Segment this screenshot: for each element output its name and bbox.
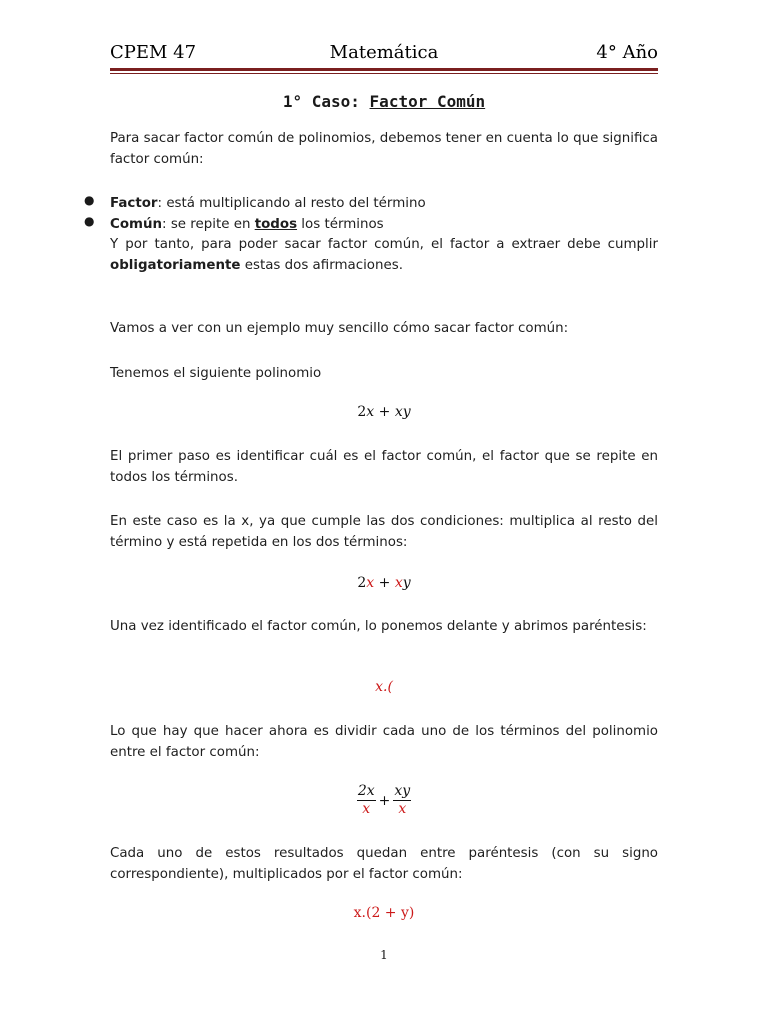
bullet-text: : está multiplicando al resto del término xyxy=(157,196,426,211)
fraction-numerator: 2x xyxy=(357,783,375,799)
step4-paragraph: Lo que hay que hacer ahora es dividir cada uno de los términos del polinomio entre el factor común: xyxy=(110,724,658,760)
bullet-term: Factor xyxy=(110,196,158,211)
eq-term: xy xyxy=(394,404,411,420)
equation-result xyxy=(0,905,768,921)
title-topic: Factor Común xyxy=(369,92,486,111)
equation-factor-open xyxy=(0,679,768,695)
page-number: 1 xyxy=(380,948,388,962)
bullet-text: los términos xyxy=(297,217,384,232)
bullet-term: Común xyxy=(110,217,163,232)
bullet-text: : se repite en xyxy=(162,217,255,232)
eq-common-factor: x xyxy=(394,575,403,591)
fraction-first xyxy=(357,783,376,818)
fraction-numerator: xy xyxy=(394,783,411,799)
fraction-denominator: x xyxy=(398,801,407,817)
bullet-item-factor xyxy=(110,193,658,214)
bullet-dot-icon: ● xyxy=(84,214,95,228)
conclusion-text: estas dos afirmaciones. xyxy=(240,258,403,273)
fraction-second xyxy=(393,783,411,818)
bullet-emphasis: todos xyxy=(254,217,298,232)
eq-coefficient: 2 xyxy=(357,404,367,420)
step3-paragraph: Una vez identificado el factor común, lo ponemos delante y abrimos paréntesis: xyxy=(110,619,647,634)
eq-coefficient: 2 xyxy=(357,575,367,591)
header-divider xyxy=(110,68,658,71)
header-subject: Matemática xyxy=(329,42,439,63)
eq-variable: x xyxy=(366,404,375,420)
header-grade: 4° Año xyxy=(596,42,658,63)
bullet-dot-icon: ● xyxy=(84,193,95,207)
equation-fractions xyxy=(0,783,768,818)
eq-plus: + xyxy=(378,404,391,420)
step2-paragraph: En este caso es la x, ya que cumple las dos condiciones: multiplica al resto del término y está repetida en los dos términos: xyxy=(110,514,658,550)
step5-paragraph: Cada uno de estos resultados quedan entre paréntesis (con su signo correspondiente), multiplicados por el factor común: xyxy=(110,846,658,882)
eq-result-parenthesis: (2 + y) xyxy=(365,905,415,921)
header-school: CPEM 47 xyxy=(110,42,197,63)
page-title xyxy=(0,92,768,111)
conclusion-emphasis: obligatoriamente xyxy=(110,258,241,273)
eq-plus: + xyxy=(378,575,391,591)
polynomial-intro: Tenemos el siguiente polinomio xyxy=(110,366,322,381)
eq-result-factor: x. xyxy=(353,905,366,921)
intro-paragraph: Para sacar factor común de polinomios, debemos tener en cuenta lo que significa factor común: xyxy=(110,131,658,167)
eq-variable: y xyxy=(402,575,411,591)
conclusion-text: Y por tanto, para poder sacar factor común, el factor a extraer debe cumplir xyxy=(110,237,658,252)
equation-polynomial xyxy=(0,404,768,420)
equation-highlighted xyxy=(0,575,768,591)
eq-plus: + xyxy=(378,792,391,809)
step1-paragraph: El primer paso es identificar cuál es el factor común, el factor que se repite en todos los términos. xyxy=(110,449,658,485)
title-prefix: 1° Caso: xyxy=(282,92,360,111)
header-divider-thin xyxy=(110,73,658,74)
fraction-denominator: x xyxy=(362,801,371,817)
eq-common-factor: x xyxy=(366,575,375,591)
example-intro: Vamos a ver con un ejemplo muy sencillo cómo sacar factor común: xyxy=(110,321,569,336)
eq-factor-paren: x.( xyxy=(375,679,393,695)
bullet-item-comun xyxy=(110,214,658,235)
conclusion-paragraph xyxy=(110,234,658,276)
